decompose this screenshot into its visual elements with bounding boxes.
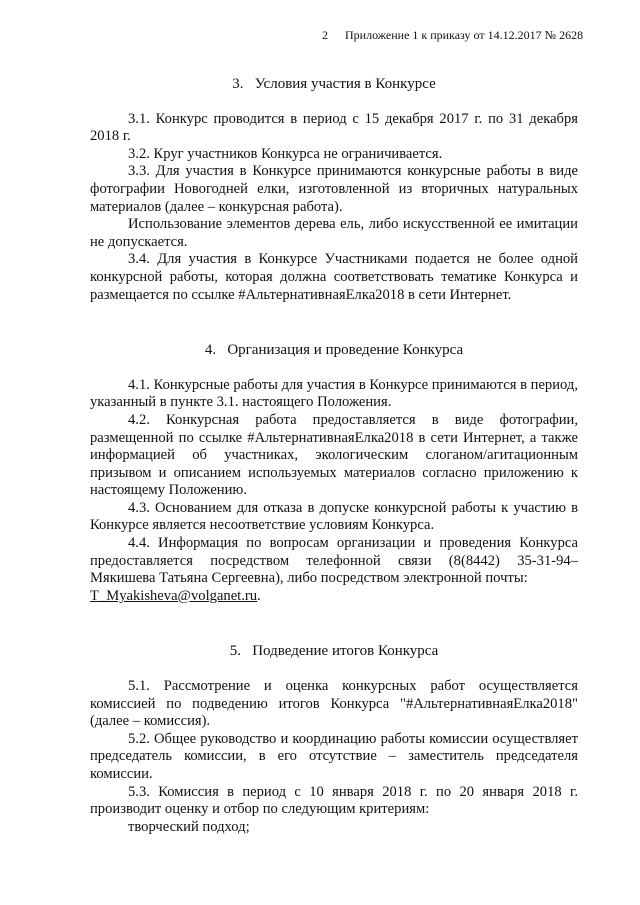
paragraph-3-3: 3.3. Для участия в Конкурсе принимаются конкурсные работы в виде фотографии Новогодней елки, изготовленной из вторичных натуральных материалов (далее – конкурсная работа). xyxy=(90,163,578,215)
paragraph-5-2: 5.2. Общее руководство и координацию работы комиссии осуществляет председатель комиссии, в его отсутствие – заместитель председателя комиссии. xyxy=(90,730,578,782)
annex-reference: Приложение 1 к приказу от 14.12.2017 № 2628 xyxy=(345,28,584,42)
section-4-title: 4. Организация и проведение Конкурса xyxy=(204,342,464,359)
email-line xyxy=(90,588,578,606)
criterion-creative-approach: творческий подход; xyxy=(128,818,250,835)
section-5-title: 5. Подведение итогов Конкурса xyxy=(229,643,439,660)
paragraph-3-3-note: Использование элементов дерева ель, либо искусственной ее имитации не допускается. xyxy=(90,216,578,250)
paragraph-4-4: 4.4. Информация по вопросам организации и проведения Конкурса предоставляется посредством телефонной связи (8(8442) 35-31-94– Мякишева Татьяна Сергеевна), либо посредством электронной почты: xyxy=(90,535,578,587)
section-3-title: 3. Условия участия в Конкурсе xyxy=(232,76,436,92)
paragraph-5-1: 5.1. Рассмотрение и оценка конкурсных работ осуществляется комиссией по подведению итогов Конкурса "#АльтернативнаяЕлка2018" (далее – комиссия). xyxy=(90,678,578,730)
paragraph-3-4: 3.4. Для участия в Конкурсе Участниками подается не более одной конкурсной работы, которая должна соответствовать тематике Конкурса и размещается по ссылке #АльтернативнаяЕлка2018 в сети Интернет. xyxy=(90,251,578,303)
email-link[interactable]: T_Myakisheva@volganet.ru xyxy=(90,587,258,604)
paragraph-4-2: 4.2. Конкурсная работа предоставляется в виде фотографии, размещенной по ссылке #АльтернативнаяЕлка2018 в сети Интернет, а также информацией об участниках, экологическим слоганом/агитационным призывом и описанием используемых материалов согласно приложению к настоящему Положению. xyxy=(90,411,578,499)
paragraph-5-3: 5.3. Комиссия в период с 10 января 2018 г. по 20 января 2018 г. производит оценку и отбор по следующим критериям: xyxy=(90,783,578,818)
page-header xyxy=(322,28,583,43)
paragraph-3-1: 3.1. Конкурс проводится в период с 15 декабря 2017 г. по 31 декабря 2018 г. xyxy=(90,110,578,145)
paragraph-4-1: 4.1. Конкурсные работы для участия в Конкурсе принимаются в период, указанный в пункте 3.1. настоящего Положения. xyxy=(90,376,578,411)
document-body xyxy=(90,70,578,836)
paragraph-3-2: 3.2. Круг участников Конкурса не ограничивается. xyxy=(128,145,443,162)
email-tail: . xyxy=(257,587,261,604)
page-number: 2 xyxy=(322,28,328,42)
paragraph-4-3: 4.3. Основанием для отказа в допуске конкурсной работы к участию в Конкурсе является несоответствие условиям Конкурса. xyxy=(90,499,578,534)
